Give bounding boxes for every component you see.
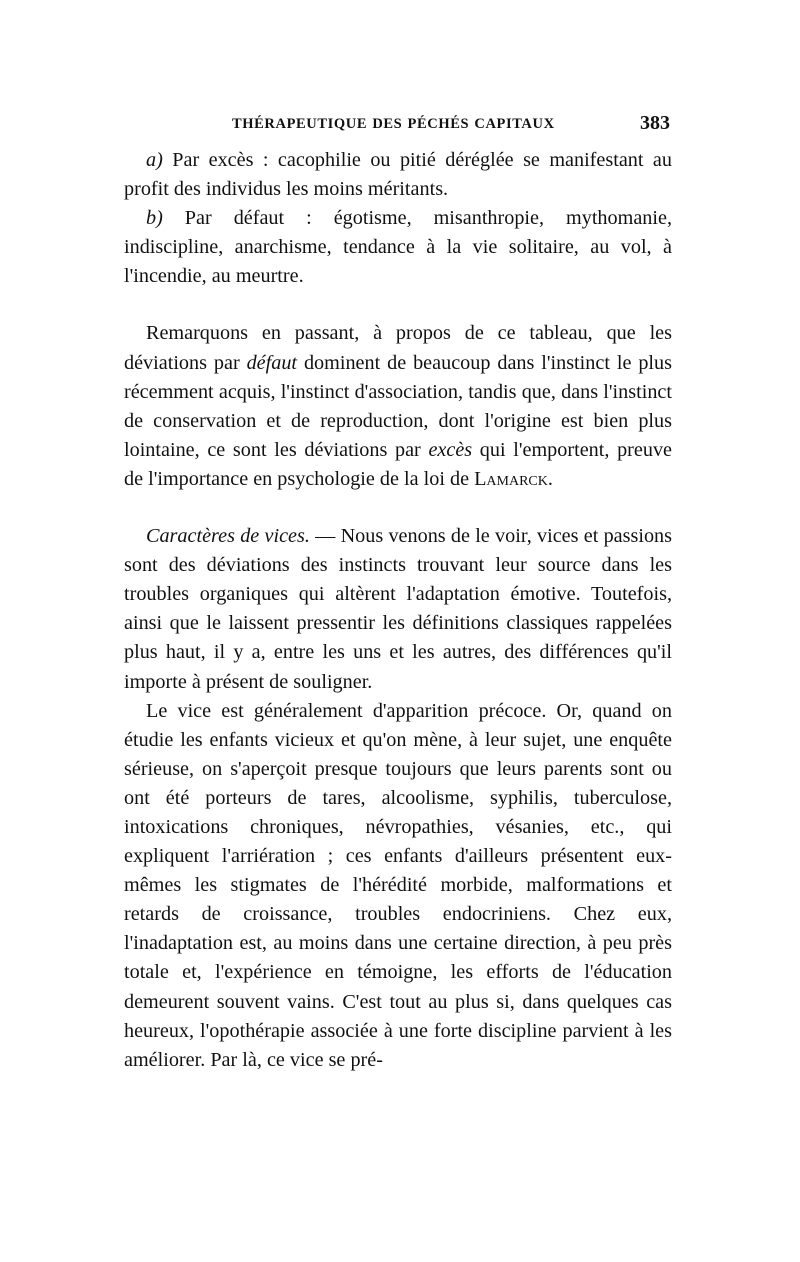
- section-dash: —: [309, 525, 341, 548]
- author-name: Lamarck: [474, 467, 548, 490]
- remark-paragraph: [124, 319, 672, 494]
- list-text-a: Par excès : cacophilie ou pitié déréglée se manifestant au profit des individus les moins méritants.: [124, 149, 672, 201]
- list-label-b: b): [146, 207, 163, 230]
- remark-text-2: dominent de beaucoup dans l'instinct le plus récemment acquis, l'instinct d'association, tandis que, dans l'instinct de conservation et de reproduction, dont l'origine est bien plus lointaine, ce sont les déviations par: [124, 351, 672, 461]
- remark-text-1: Remarquons en passant, à propos de ce tableau, que les déviations par: [124, 322, 672, 374]
- vice-paragraph: [124, 697, 672, 1075]
- list-label-a: a): [146, 149, 163, 171]
- list-item-a: [124, 146, 672, 204]
- remark-text-3: qui l'emportent, preuve de l'importance en psychologie de la loi de: [124, 438, 672, 490]
- section-text: Nous venons de le voir, vices et passions sont des déviations des instincts trouvant leur source dans les troubles organiques qui altèrent l'adaptation émotive. Toutefois, ainsi que le laissent pressentir les définitions classiques rappelées plus haut, il y a, entre les uns et les autres, des différences qu'il importe à présent de souligner.: [124, 525, 672, 693]
- section-heading: Caractères de vices.: [146, 525, 310, 548]
- list-item-b: [124, 204, 672, 291]
- remark-italic-defaut: défaut: [246, 351, 298, 374]
- running-title: THÉRAPEUTIQUE DES PÉCHÉS CAPITAUX: [232, 116, 555, 132]
- book-page: [124, 112, 672, 1075]
- page-number: 383: [640, 112, 670, 134]
- page-header: [124, 112, 672, 146]
- remark-italic-exces: excès: [428, 438, 473, 461]
- list-text-b: Par défaut : égotisme, misanthropie, mythomanie, indiscipline, anarchisme, tendance à la vie solitaire, au vol, à l'incendie, au meurtre.: [124, 207, 672, 288]
- section-paragraph: [124, 522, 672, 697]
- deviation-list: [124, 146, 672, 291]
- remark-end: .: [547, 467, 553, 490]
- vice-text: Le vice est généralement d'apparition précoce. Or, quand on étudie les enfants vicieux et qu'on mène, à leur sujet, une enquête sérieuse, on s'aperçoit presque toujours que leurs parents sont ou ont été porteurs de tares, alcoolisme, syphilis, tuberculose, intoxications chroniques, névropathies, vésanies, etc., qui expliquent l'arriération ; ces enfants d'ailleurs présentent eux-mêmes les stigmates de l'hérédité morbide, malformations et retards de croissance, troubles endocriniens. Chez eux, l'inadaptation est, au moins dans une certaine direction, à peu près totale et, l'expérience en témoigne, les efforts de l'éducation demeurent souvent vains. C'est tout au plus si, dans quelques cas heureux, l'opothérapie associée à une forte discipline parvient à les améliorer. Par là, ce vice se pré-: [124, 699, 672, 1071]
